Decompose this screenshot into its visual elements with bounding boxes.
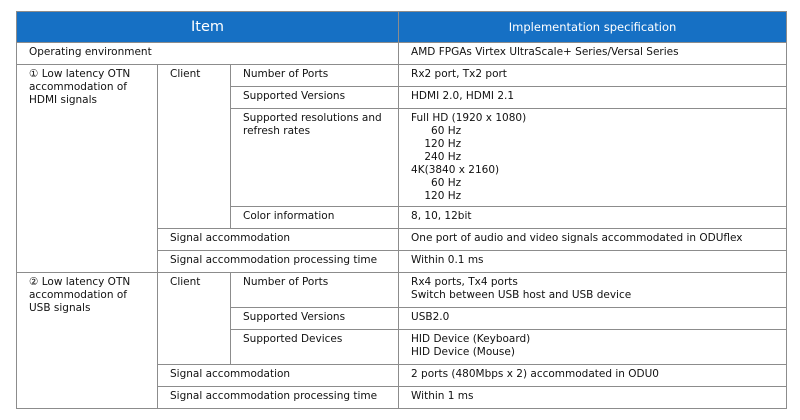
- row-value: Full HD (1920 x 1080) 60 Hz 120 Hz 240 Hz 4K(3840 x 2160) 60 Hz 120 Hz: [399, 109, 787, 207]
- table-row: [17, 65, 787, 87]
- table-row: [17, 273, 787, 308]
- row-label: Signal accommodation: [158, 365, 399, 387]
- operating-environment-label: Operating environment: [17, 43, 399, 65]
- row-label: Supported resolutions and refresh rates: [231, 109, 399, 207]
- specification-table: [16, 11, 787, 409]
- row-value: HID Device (Keyboard) HID Device (Mouse): [399, 330, 787, 365]
- row-label: Number of Ports: [231, 65, 399, 87]
- row-value: 2 ports (480Mbps x 2) accommodated in ODU0: [399, 365, 787, 387]
- row-value: 8, 10, 12bit: [399, 207, 787, 229]
- row-label: Number of Ports: [231, 273, 399, 308]
- table-row: [17, 43, 787, 65]
- row-label: Color information: [231, 207, 399, 229]
- row-value: One port of audio and video signals accommodated in ODUflex: [399, 229, 787, 251]
- row-label: Signal accommodation processing time: [158, 387, 399, 409]
- row-label: Signal accommodation processing time: [158, 251, 399, 273]
- row-value: Rx4 ports, Tx4 ports Switch between USB host and USB device: [399, 273, 787, 308]
- row-value: Rx2 port, Tx2 port: [399, 65, 787, 87]
- usb-section-label: ② Low latency OTN accommodation of USB signals: [17, 273, 158, 409]
- row-label: Supported Versions: [231, 87, 399, 109]
- row-label: Supported Versions: [231, 308, 399, 330]
- row-value: HDMI 2.0, HDMI 2.1: [399, 87, 787, 109]
- row-value: USB2.0: [399, 308, 787, 330]
- row-value: Within 1 ms: [399, 387, 787, 409]
- operating-environment-value: AMD FPGAs Virtex UltraScale+ Series/Versal Series: [399, 43, 787, 65]
- row-label: Supported Devices: [231, 330, 399, 365]
- row-value: Within 0.1 ms: [399, 251, 787, 273]
- hdmi-section-label: ① Low latency OTN accommodation of HDMI signals: [17, 65, 158, 273]
- header-row: [17, 12, 787, 43]
- hdmi-client-label: Client: [158, 65, 231, 229]
- row-label: Signal accommodation: [158, 229, 399, 251]
- usb-client-label: Client: [158, 273, 231, 365]
- header-item: Item: [17, 12, 399, 43]
- header-implementation: Implementation specification: [399, 12, 787, 43]
